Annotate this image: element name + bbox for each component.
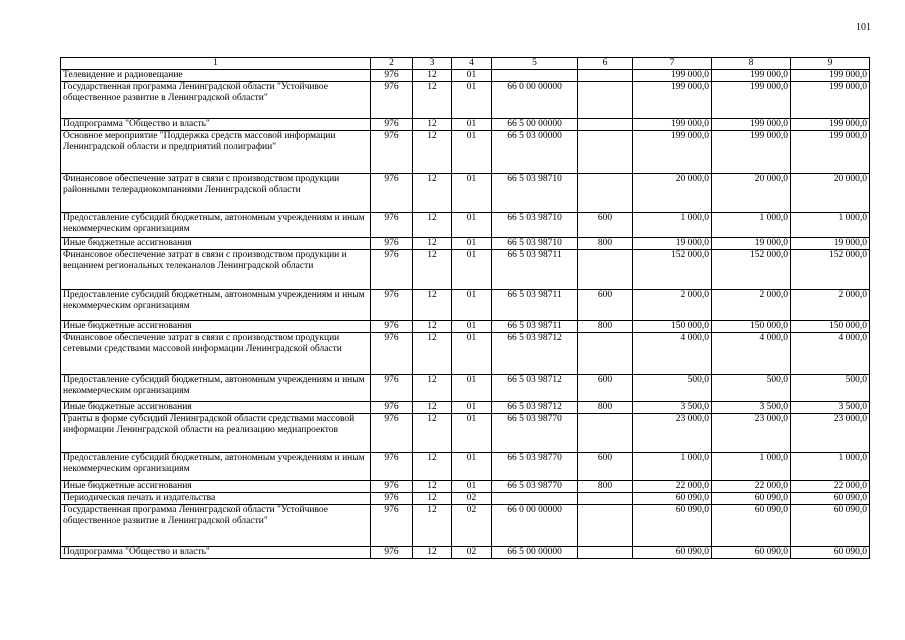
row-col-5-cell: 66 5 03 98710: [492, 174, 578, 213]
row-name-cell: Гранты в форме субсидий Ленинградской области средствами массовой информации Ленинградской области на реализацию медиапроектов: [61, 414, 371, 453]
row-col-6-cell: [578, 250, 633, 290]
table-row: [61, 375, 870, 402]
row-col-8-cell: 152 000,0: [712, 250, 791, 290]
table-row: [61, 119, 870, 131]
row-col-8-cell: 60 090,0: [712, 493, 791, 505]
row-name-cell: Предоставление субсидий бюджетным, автономным учреждениям и иным некоммерческим организациям: [61, 453, 371, 481]
table-row: [61, 505, 870, 547]
row-col-4-cell: 01: [452, 250, 492, 290]
row-col-2-cell: 976: [371, 290, 413, 321]
row-col-8-cell: 19 000,0: [712, 238, 791, 250]
row-col-6-cell: [578, 505, 633, 547]
row-col-7-cell: 1 000,0: [633, 453, 712, 481]
row-name-cell: Основное мероприятие "Поддержка средств массовой информации Ленинградской области и предприятий полиграфии": [61, 131, 371, 174]
row-col-5-cell: 66 5 03 98712: [492, 375, 578, 402]
row-col-7-cell: 199 000,0: [633, 82, 712, 119]
budget-table-body: [61, 58, 870, 559]
row-col-7-cell: 1 000,0: [633, 213, 712, 238]
row-col-6-cell: [578, 414, 633, 453]
row-col-4-cell: 02: [452, 547, 492, 559]
row-name-cell: Предоставление субсидий бюджетным, автономным учреждениям и иным некоммерческим организациям: [61, 213, 371, 238]
row-col-7-cell: 23 000,0: [633, 414, 712, 453]
row-col-6-cell: 800: [578, 402, 633, 414]
row-col-8-cell: 2 000,0: [712, 290, 791, 321]
row-name-cell: Иные бюджетные ассигнования: [61, 238, 371, 250]
row-col-4-cell: 01: [452, 70, 492, 82]
row-col-3-cell: 12: [413, 481, 452, 493]
row-col-3-cell: 12: [413, 131, 452, 174]
table-row: [61, 321, 870, 333]
row-col-6-cell: 800: [578, 321, 633, 333]
row-col-4-cell: 01: [452, 131, 492, 174]
row-col-4-cell: 01: [452, 174, 492, 213]
row-col-9-cell: 4 000,0: [791, 333, 870, 375]
row-name-cell: Периодическая печать и издательства: [61, 493, 371, 505]
row-name-cell: Предоставление субсидий бюджетным, автономным учреждениям и иным некоммерческим организациям: [61, 375, 371, 402]
table-row: [61, 493, 870, 505]
header-col-4: 4: [452, 58, 492, 70]
row-col-2-cell: 976: [371, 493, 413, 505]
row-col-8-cell: 199 000,0: [712, 82, 791, 119]
row-col-7-cell: 150 000,0: [633, 321, 712, 333]
row-col-9-cell: 2 000,0: [791, 290, 870, 321]
row-name-cell: Подпрограмма "Общество и власть": [61, 547, 371, 559]
row-col-7-cell: 60 090,0: [633, 505, 712, 547]
row-col-6-cell: [578, 82, 633, 119]
row-col-8-cell: 3 500,0: [712, 402, 791, 414]
row-col-3-cell: 12: [413, 547, 452, 559]
row-col-9-cell: 22 000,0: [791, 481, 870, 493]
row-col-9-cell: 199 000,0: [791, 119, 870, 131]
table-row: [61, 238, 870, 250]
row-col-2-cell: 976: [371, 321, 413, 333]
row-col-4-cell: 02: [452, 493, 492, 505]
row-col-3-cell: 12: [413, 453, 452, 481]
row-col-4-cell: 01: [452, 333, 492, 375]
row-col-9-cell: 150 000,0: [791, 321, 870, 333]
table-row: [61, 290, 870, 321]
row-col-9-cell: 199 000,0: [791, 82, 870, 119]
row-col-8-cell: 1 000,0: [712, 213, 791, 238]
row-col-3-cell: 12: [413, 402, 452, 414]
row-col-2-cell: 976: [371, 82, 413, 119]
row-col-5-cell: 66 5 03 98770: [492, 453, 578, 481]
row-name-cell: Финансовое обеспечение затрат в связи с производством продукции сетевыми средствами массовой информации Ленинградской области: [61, 333, 371, 375]
row-col-9-cell: 60 090,0: [791, 505, 870, 547]
header-col-7: 7: [633, 58, 712, 70]
row-col-4-cell: 01: [452, 119, 492, 131]
row-name-cell: Телевидение и радиовещание: [61, 70, 371, 82]
row-col-6-cell: [578, 119, 633, 131]
row-col-8-cell: 1 000,0: [712, 453, 791, 481]
row-col-5-cell: 66 5 00 00000: [492, 547, 578, 559]
row-col-2-cell: 976: [371, 333, 413, 375]
table-row: [61, 213, 870, 238]
row-col-7-cell: 199 000,0: [633, 119, 712, 131]
row-col-5-cell: 66 0 00 00000: [492, 82, 578, 119]
row-col-2-cell: 976: [371, 481, 413, 493]
row-col-8-cell: 20 000,0: [712, 174, 791, 213]
row-col-7-cell: 199 000,0: [633, 70, 712, 82]
row-col-3-cell: 12: [413, 333, 452, 375]
row-col-3-cell: 12: [413, 238, 452, 250]
row-col-2-cell: 976: [371, 238, 413, 250]
row-col-4-cell: 01: [452, 414, 492, 453]
row-col-6-cell: [578, 131, 633, 174]
row-col-7-cell: 2 000,0: [633, 290, 712, 321]
row-col-4-cell: 01: [452, 82, 492, 119]
row-col-2-cell: 976: [371, 402, 413, 414]
row-col-2-cell: 976: [371, 70, 413, 82]
row-col-9-cell: 1 000,0: [791, 453, 870, 481]
row-name-cell: Иные бюджетные ассигнования: [61, 402, 371, 414]
table-row: [61, 174, 870, 213]
row-col-4-cell: 01: [452, 321, 492, 333]
row-col-2-cell: 976: [371, 505, 413, 547]
row-col-7-cell: 199 000,0: [633, 131, 712, 174]
row-col-7-cell: 152 000,0: [633, 250, 712, 290]
row-col-5-cell: 66 5 03 98770: [492, 481, 578, 493]
row-col-6-cell: [578, 70, 633, 82]
row-col-3-cell: 12: [413, 290, 452, 321]
row-col-3-cell: 12: [413, 493, 452, 505]
header-col-6: 6: [578, 58, 633, 70]
row-col-9-cell: 500,0: [791, 375, 870, 402]
row-col-5-cell: 66 5 03 00000: [492, 131, 578, 174]
table-row: [61, 131, 870, 174]
table-row: [61, 250, 870, 290]
row-col-8-cell: 199 000,0: [712, 119, 791, 131]
row-col-3-cell: 12: [413, 174, 452, 213]
row-col-2-cell: 976: [371, 375, 413, 402]
row-col-7-cell: 60 090,0: [633, 493, 712, 505]
row-col-8-cell: 23 000,0: [712, 414, 791, 453]
row-col-8-cell: 60 090,0: [712, 505, 791, 547]
row-col-6-cell: 600: [578, 375, 633, 402]
row-col-4-cell: 01: [452, 290, 492, 321]
row-col-3-cell: 12: [413, 375, 452, 402]
row-col-2-cell: 976: [371, 414, 413, 453]
row-col-7-cell: 3 500,0: [633, 402, 712, 414]
row-col-6-cell: 600: [578, 453, 633, 481]
row-col-8-cell: 22 000,0: [712, 481, 791, 493]
row-col-4-cell: 02: [452, 505, 492, 547]
row-col-7-cell: 4 000,0: [633, 333, 712, 375]
row-col-8-cell: 199 000,0: [712, 70, 791, 82]
row-col-8-cell: 199 000,0: [712, 131, 791, 174]
header-col-1: 1: [61, 58, 371, 70]
row-name-cell: Финансовое обеспечение затрат в связи с производством продукции районными телерадиокомпаниями Ленинградской области: [61, 174, 371, 213]
row-name-cell: Финансовое обеспечение затрат в связи с производством продукции и вещанием региональных телеканалов Ленинградской области: [61, 250, 371, 290]
row-col-3-cell: 12: [413, 414, 452, 453]
row-col-4-cell: 01: [452, 453, 492, 481]
row-col-4-cell: 01: [452, 238, 492, 250]
row-col-2-cell: 976: [371, 250, 413, 290]
row-col-6-cell: 800: [578, 481, 633, 493]
row-col-6-cell: 600: [578, 213, 633, 238]
row-col-5-cell: 66 5 03 98770: [492, 414, 578, 453]
row-col-5-cell: 66 0 00 00000: [492, 505, 578, 547]
table-row: [61, 402, 870, 414]
row-col-7-cell: 22 000,0: [633, 481, 712, 493]
header-col-9: 9: [791, 58, 870, 70]
row-col-9-cell: 23 000,0: [791, 414, 870, 453]
row-col-9-cell: 60 090,0: [791, 493, 870, 505]
row-col-3-cell: 12: [413, 213, 452, 238]
row-col-3-cell: 12: [413, 250, 452, 290]
row-col-7-cell: 19 000,0: [633, 238, 712, 250]
row-col-7-cell: 500,0: [633, 375, 712, 402]
table-row: [61, 414, 870, 453]
row-col-8-cell: 60 090,0: [712, 547, 791, 559]
row-name-cell: Подпрограмма "Общество и власть": [61, 119, 371, 131]
row-col-2-cell: 976: [371, 174, 413, 213]
row-col-7-cell: 60 090,0: [633, 547, 712, 559]
row-col-6-cell: [578, 174, 633, 213]
row-name-cell: Иные бюджетные ассигнования: [61, 321, 371, 333]
row-name-cell: Предоставление субсидий бюджетным, автономным учреждениям и иным некоммерческим организациям: [61, 290, 371, 321]
table-row: [61, 333, 870, 375]
row-col-6-cell: 600: [578, 290, 633, 321]
row-col-9-cell: 1 000,0: [791, 213, 870, 238]
row-col-9-cell: 199 000,0: [791, 70, 870, 82]
row-col-8-cell: 150 000,0: [712, 321, 791, 333]
row-col-5-cell: 66 5 03 98712: [492, 402, 578, 414]
header-col-8: 8: [712, 58, 791, 70]
row-col-4-cell: 01: [452, 213, 492, 238]
row-col-5-cell: [492, 493, 578, 505]
row-col-5-cell: 66 5 03 98712: [492, 333, 578, 375]
row-col-6-cell: [578, 547, 633, 559]
row-col-7-cell: 20 000,0: [633, 174, 712, 213]
row-col-8-cell: 500,0: [712, 375, 791, 402]
row-col-5-cell: [492, 70, 578, 82]
row-col-5-cell: 66 5 03 98711: [492, 290, 578, 321]
row-col-9-cell: 199 000,0: [791, 131, 870, 174]
header-col-5: 5: [492, 58, 578, 70]
row-col-3-cell: 12: [413, 321, 452, 333]
row-col-9-cell: 20 000,0: [791, 174, 870, 213]
table-row: [61, 547, 870, 559]
table-row: [61, 82, 870, 119]
row-col-5-cell: 66 5 03 98711: [492, 321, 578, 333]
row-col-9-cell: 19 000,0: [791, 238, 870, 250]
row-name-cell: Иные бюджетные ассигнования: [61, 481, 371, 493]
row-col-4-cell: 01: [452, 375, 492, 402]
row-col-3-cell: 12: [413, 70, 452, 82]
row-name-cell: Государственная программа Ленинградской области "Устойчивое общественное развитие в Ленинградской области": [61, 82, 371, 119]
row-col-3-cell: 12: [413, 505, 452, 547]
row-col-9-cell: 152 000,0: [791, 250, 870, 290]
row-col-4-cell: 01: [452, 402, 492, 414]
row-col-5-cell: 66 5 03 98711: [492, 250, 578, 290]
row-name-cell: Государственная программа Ленинградской области "Устойчивое общественное развитие в Ленинградской области": [61, 505, 371, 547]
header-col-3: 3: [413, 58, 452, 70]
row-col-5-cell: 66 5 03 98710: [492, 213, 578, 238]
row-col-8-cell: 4 000,0: [712, 333, 791, 375]
page-number: 101: [856, 22, 871, 33]
row-col-4-cell: 01: [452, 481, 492, 493]
table-row: [61, 70, 870, 82]
row-col-6-cell: [578, 493, 633, 505]
table-row: [61, 481, 870, 493]
row-col-3-cell: 12: [413, 82, 452, 119]
row-col-9-cell: 3 500,0: [791, 402, 870, 414]
row-col-6-cell: 800: [578, 238, 633, 250]
row-col-2-cell: 976: [371, 131, 413, 174]
row-col-5-cell: 66 5 00 00000: [492, 119, 578, 131]
row-col-2-cell: 976: [371, 119, 413, 131]
row-col-3-cell: 12: [413, 119, 452, 131]
row-col-6-cell: [578, 333, 633, 375]
table-header-row: [61, 58, 870, 70]
row-col-2-cell: 976: [371, 213, 413, 238]
budget-table: [60, 57, 870, 559]
row-col-2-cell: 976: [371, 547, 413, 559]
header-col-2: 2: [371, 58, 413, 70]
table-row: [61, 453, 870, 481]
row-col-2-cell: 976: [371, 453, 413, 481]
row-col-9-cell: 60 090,0: [791, 547, 870, 559]
row-col-5-cell: 66 5 03 98710: [492, 238, 578, 250]
